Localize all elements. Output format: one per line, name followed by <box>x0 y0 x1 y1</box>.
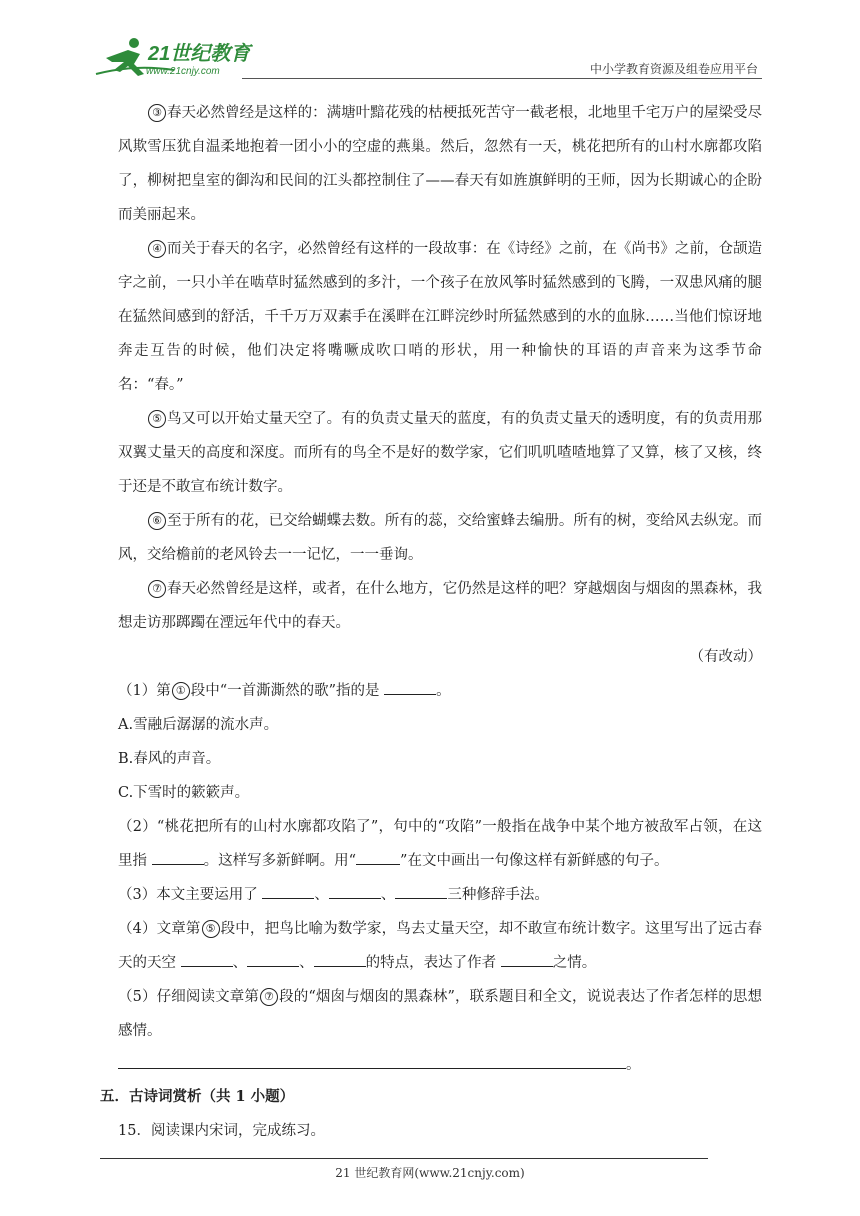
answer-line: 。 <box>118 1048 762 1082</box>
paragraph-number: ③ <box>148 104 166 122</box>
answer-blank[interactable] <box>329 880 381 899</box>
answer-blank[interactable] <box>501 948 553 967</box>
question-15: 15．阅读课内宋词，完成练习。 <box>118 1123 325 1139</box>
paragraph-3 <box>118 96 762 232</box>
question-5: （5）仔细阅读文章第 ⑦ 段的“烟囱与烟囱的黑森林”，联系题目和全文，说说表达了作者怎样的思想感情。 <box>118 989 762 1039</box>
site-logo <box>94 34 264 80</box>
question-4: （4）文章第 ⑤ 段中，把鸟比喻为数学家，鸟去丈量天空，却不敢宣布统计数字。这里写出了远古春天的天空 、 、 的特点，表达了作者 之情。 <box>118 921 762 971</box>
header-platform-name: 中小学教育资源及组卷应用平台 <box>589 62 758 76</box>
answer-blank[interactable] <box>152 846 204 865</box>
footer-divider <box>100 1158 708 1159</box>
paragraph-4 <box>118 232 762 402</box>
option-b: B.春风的声音。 <box>118 751 221 767</box>
adaptation-note: （有改动） <box>689 649 762 665</box>
paragraph-number: ⑦ <box>148 580 166 598</box>
question-2: （2）“桃花把所有的山村水廓都攻陷了”，句中的“攻陷”一般指在战争中某个地方被敌军占领，在这里指 。这样写多新鲜啊。用“ ”在文中画出一句像这样有新鲜感的句子。 <box>118 819 762 869</box>
paragraph-6 <box>118 504 762 572</box>
page-header <box>94 34 762 80</box>
section-title: 五．古诗词赏析（共 1 小题） <box>100 1088 295 1105</box>
header-divider <box>242 78 762 79</box>
answer-blank[interactable] <box>395 880 447 899</box>
svg-text:21世纪教育: 21世纪教育 <box>148 43 251 65</box>
paragraph-number: ⑦ <box>260 988 278 1006</box>
question-3: （3）本文主要运用了 、 、 三种修辞手法。 <box>118 878 762 912</box>
option-a: A.雪融后潺潺的流水声。 <box>118 717 279 733</box>
page-footer: 21 世纪教育网(www.21cnjy.com) <box>335 1166 525 1180</box>
paragraph-text: 而关于春天的名字，必然曾经有这样的一段故事：在《诗经》之前，在《尚书》之前，仓颉造字之前，一只小羊在啮草时猛然感到的多汁，一个孩子在放风筝时猛然感到的飞腾，一双患风痛的腿在猛然间感到的舒活，千千万万双素手在溪畔在江畔浣纱时所猛然感到的水的血脉……当他们惊讶地奔走互告的时候，他们决定将嘴噘成吹口哨的形状，用一种愉快的耳语的声音来为这季节命名：“春。” <box>118 241 762 393</box>
paragraph-number: ⑤ <box>202 920 220 938</box>
answer-blank[interactable] <box>181 948 233 967</box>
paragraph-text: 鸟又可以开始丈量天空了。有的负责丈量天的蓝度，有的负责丈量天的透明度，有的负责用那双翼丈量天的高度和深度。而所有的鸟全不是好的数学家，它们叽叽喳喳地算了又算，核了又核，终于还是不敢宣布统计数字。 <box>118 411 762 495</box>
answer-blank[interactable] <box>356 846 400 865</box>
paragraph-number: ① <box>172 682 190 700</box>
paragraph-number: ④ <box>148 240 166 258</box>
option-c: C.下雪时的簌簌声。 <box>118 785 250 801</box>
paragraph-number: ⑤ <box>148 410 166 428</box>
answer-blank[interactable] <box>384 676 436 695</box>
paragraph-text: 至于所有的花，已交给蝴蝶去数。所有的蕊，交给蜜蜂去编册。所有的树，变给风去纵宠。而风，交给檐前的老风铃去一一记忆，一一垂询。 <box>118 513 762 563</box>
paragraph-text: 春天必然曾经是这样的：满塘叶黯花残的枯梗抵死苦守一截老根，北地里千宅万户的屋梁受尽风欺雪压犹自温柔地抱着一团小小的空虚的燕巢。然后，忽然有一天，桃花把所有的山村水廓都攻陷了，柳树把皇室的御沟和民间的江头都控制住了——春天有如旌旗鲜明的王师，因为长期诚心的企盼而美丽起来。 <box>118 105 762 223</box>
paragraph-5 <box>118 402 762 504</box>
answer-blank[interactable] <box>247 948 299 967</box>
answer-blank[interactable] <box>314 948 366 967</box>
question-1: （1）第 ① 段中“一首澌澌然的歌”指的是 。 <box>118 674 762 708</box>
answer-blank[interactable] <box>118 1050 626 1069</box>
article-body <box>118 96 762 1082</box>
paragraph-number: ⑥ <box>148 512 166 530</box>
paragraph-7 <box>118 572 762 640</box>
svg-text:www.21cnjy.com: www.21cnjy.com <box>146 66 220 77</box>
answer-blank[interactable] <box>262 880 314 899</box>
paragraph-text: 春天必然曾经是这样，或者，在什么地方，它仍然是这样的吧？穿越烟囱与烟囱的黑森林，我想走访那踯躅在湮远年代中的春天。 <box>118 581 762 631</box>
